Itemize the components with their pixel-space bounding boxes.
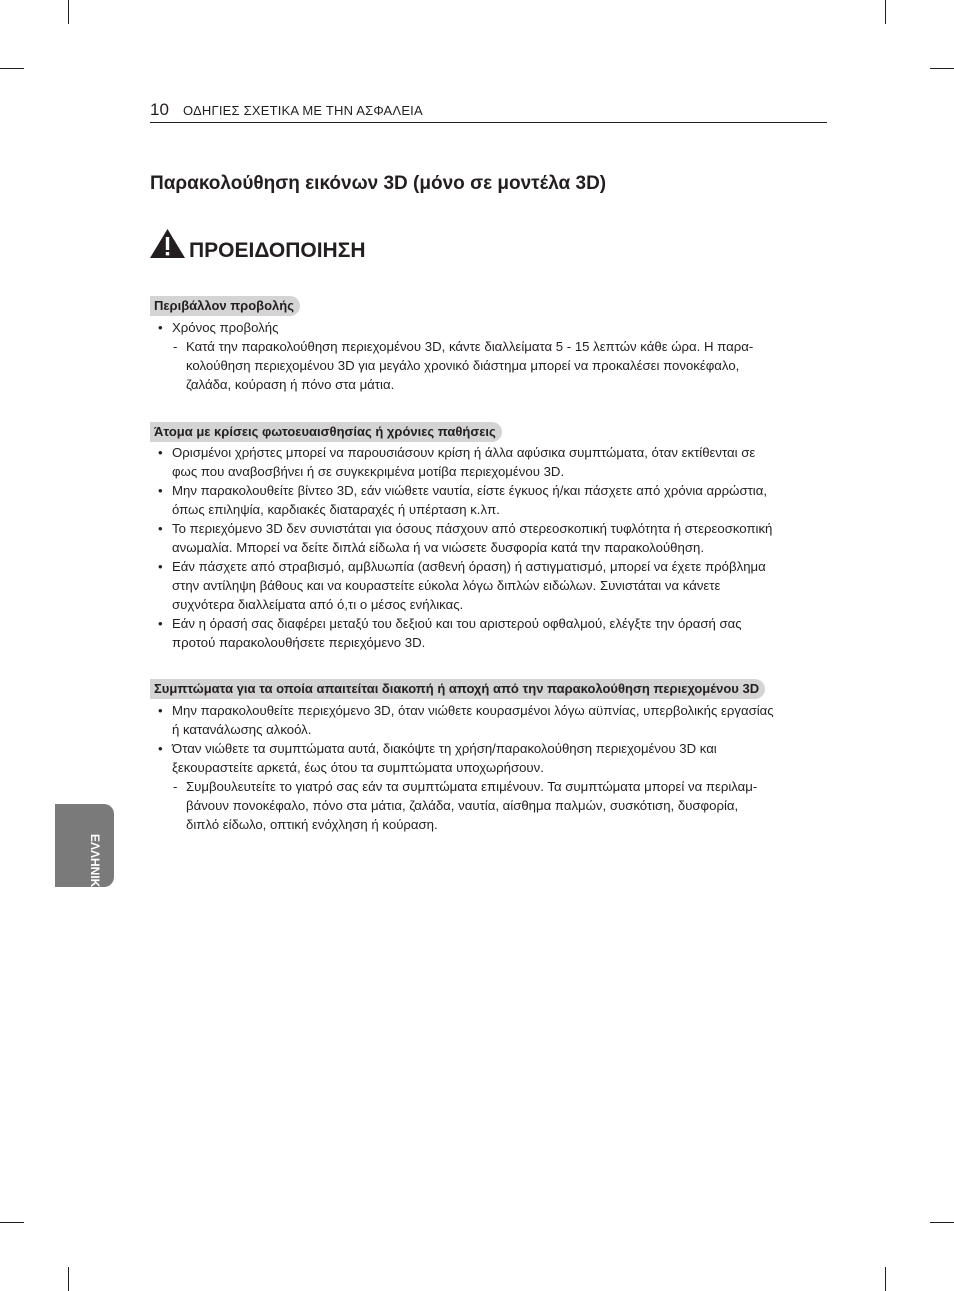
bullet-marker: •: [158, 320, 163, 335]
bullet-marker: •: [158, 616, 163, 631]
crop-mark: [68, 0, 69, 24]
list-item: φως που αναβοσβήνει ή σε συγκεκριμένα μοτίβα περιεχομένου 3D.: [172, 464, 565, 479]
subsection-heading: Άτομα με κρίσεις φωτοευαισθησίας ή χρόνιες παθήσεις: [150, 422, 502, 442]
running-title: ΟΔΗΓΙΕΣ ΣΧΕΤΙΚΑ ΜΕ ΤΗΝ ΑΣΦΑΛΕΙΑ: [183, 103, 423, 118]
list-item: Εάν η όρασή σας διαφέρει μεταξύ του δεξιού και του αριστερού οφθαλμού, ελέγξτε την όρασή σας: [172, 616, 742, 631]
subsection-heading: Συμπτώματα για τα οποία απαιτείται διακοπή ή αποχή από την παρακολούθηση περιεχομένου 3D: [150, 679, 765, 699]
list-item: ζαλάδα, κούραση ή πόνο στα μάτια.: [186, 377, 395, 392]
crop-mark: [885, 0, 886, 24]
list-item: Εάν πάσχετε από στραβισμό, αμβλυωπία (ασθενή όραση) ή αστιγματισμό, μπορεί να έχετε πρόβλημα: [172, 559, 766, 574]
list-item: συχνότερα διαλλείματα από ό,τι ο μέσος ενήλικας.: [172, 597, 464, 612]
list-item: ξεκουραστείτε αρκετά, έως ότου τα συμπτώματα υποχωρήσουν.: [172, 760, 544, 775]
list-item: διπλό είδωλο, οπτική ενόχληση ή κούραση.: [186, 817, 438, 832]
list-item: κολούθηση περιεχομένου 3D για μεγάλο χρονικό διάστημα μπορεί να προκαλέσει πονοκέφαλο,: [186, 358, 740, 373]
bullet-marker: •: [158, 521, 163, 536]
list-item: στην αντίληψη βάθους και να κουραστείτε εύκολα λόγω διπλών ειδώλων. Συνιστάται να κάνετε: [172, 578, 721, 593]
bullet-marker: •: [158, 445, 163, 460]
list-item: Όταν νιώθετε τα συμπτώματα αυτά, διακόψτε τη χρήση/παρακολούθηση περιεχομένου 3D και: [172, 741, 717, 756]
list-item: Μην παρακολουθείτε βίντεο 3D, εάν νιώθετε ναυτία, είστε έγκυος ή/και πάσχετε από χρόνια αρρώστια,: [172, 483, 768, 498]
dash-marker: -: [173, 779, 178, 794]
warning-triangle-icon: [149, 228, 186, 260]
list-item: ανωμαλία. Μπορεί να δείτε διπλά είδωλα ή να νιώσετε δυσφορία κατά την παρακολούθηση.: [172, 540, 704, 555]
page-number: 10: [150, 100, 169, 119]
section-title: Παρακολούθηση εικόνων 3D (μόνο σε μοντέλα 3D): [150, 173, 607, 194]
list-item: Το περιεχόμενο 3D δεν συνιστάται για όσους πάσχουν από στερεοσκοπική τυφλότητα ή στερεοσκοπική: [172, 521, 773, 536]
crop-mark: [0, 1222, 24, 1223]
dash-marker: -: [173, 339, 178, 354]
list-item: Μην παρακολουθείτε περιεχόμενο 3D, όταν νιώθετε κουρασμένοι λόγω αϋπνίας, υπερβολικής εργασίας: [172, 703, 774, 718]
list-item: όπως επιληψία, καρδιακές διαταραχές ή υπέρταση κ.λπ.: [172, 502, 500, 517]
language-tab: [55, 804, 114, 897]
list-item: Συμβουλευτείτε το γιατρό σας εάν τα συμπτώματα επιμένουν. Τα συμπτώματα μπορεί να περιλαμ-: [186, 779, 758, 794]
crop-mark: [68, 1267, 69, 1291]
bullet-marker: •: [158, 741, 163, 756]
crop-mark: [930, 1222, 954, 1223]
list-item: Κατά την παρακολούθηση περιεχομένου 3D, κάντε διαλλείματα 5 - 15 λεπτών κάθε ώρα. Η παρα-: [186, 339, 754, 354]
list-item: βάνουν πονοκέφαλο, πόνο στα μάτια, ζαλάδα, ναυτία, αίσθημα παλμών, συσκότιση, δυσφορία,: [186, 798, 739, 813]
warning-title: ΠΡΟΕΙΔΟΠΟΙΗΣΗ: [189, 239, 366, 262]
list-item: Ορισμένοι χρήστες μπορεί να παρουσιάσουν κρίση ή άλλα αφύσικα συμπτώματα, όταν εκτίθενται σε: [172, 445, 756, 460]
crop-mark: [930, 68, 954, 69]
bullet-marker: •: [158, 559, 163, 574]
crop-mark: [0, 68, 24, 69]
crop-mark: [885, 1267, 886, 1291]
subsection-heading: Περιβάλλον προβολής: [150, 296, 300, 316]
page-header: [150, 100, 827, 123]
bullet-marker: •: [158, 703, 163, 718]
list-item: Χρόνος προβολής: [172, 320, 279, 335]
bullet-marker: •: [158, 483, 163, 498]
list-item: προτού παρακολουθήσετε περιεχόμενο 3D.: [172, 635, 426, 650]
list-item: ή κατανάλωσης αλκοόλ.: [172, 722, 312, 737]
language-tab-label: ΕΛΛΗΝΙΚΑ: [88, 834, 102, 897]
